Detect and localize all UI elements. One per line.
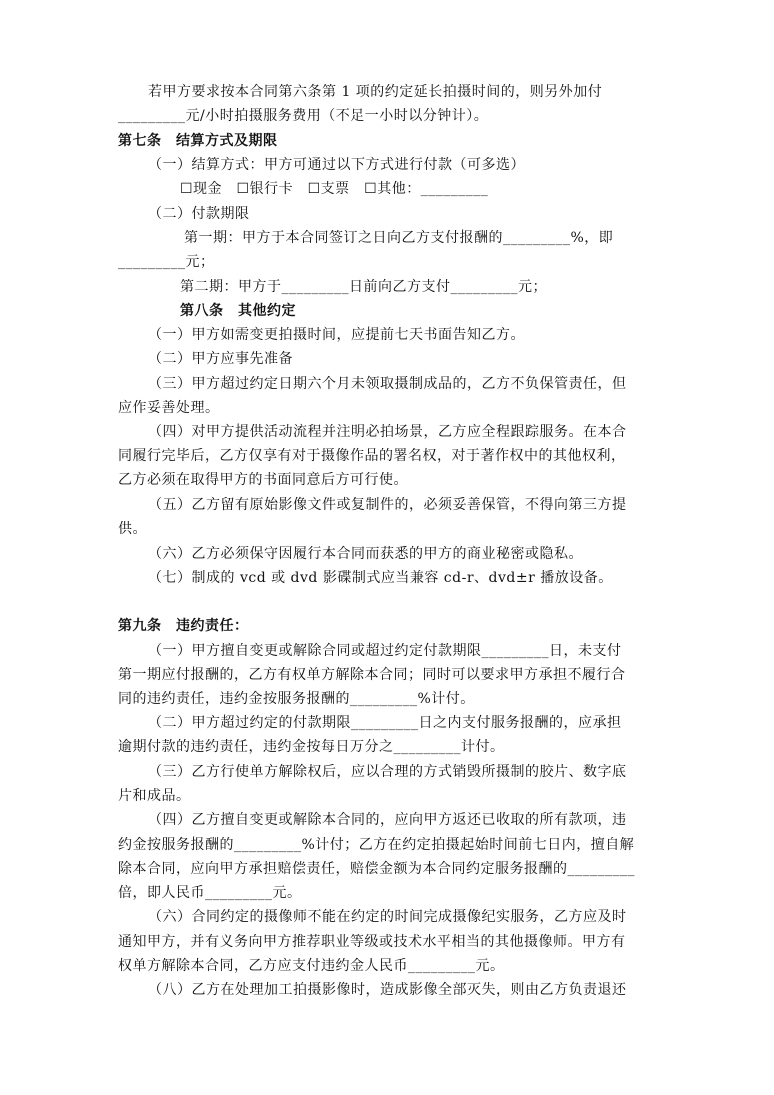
text-line: 权单方解除本合同，乙方应支付违约金人民币_________元。: [118, 958, 505, 974]
text-line: _________元/小时拍摄服务费用（不足一小时以分钟计）。: [118, 108, 489, 124]
text-line: 应作妥善处理。: [118, 400, 220, 416]
text-line: 约金按服务报酬的_________%计付；乙方在约定拍摄起始时间前七日内，擅自解: [118, 837, 635, 853]
text-line: 若甲方要求按本合同第六条第 1 项的约定延长拍摄时间的，则另外加付: [148, 84, 603, 100]
text-line: _________元；: [118, 254, 215, 270]
text-line: （二）甲方应事先准备: [148, 351, 293, 367]
text-line: （六）合同约定的摄像师不能在约定的时间完成摄像纪实服务，乙方应及时: [148, 909, 627, 925]
text-line: 通知甲方，并有义务向甲方推荐职业等级或技术水平相当的其他摄像师。甲方有: [118, 934, 626, 950]
section-heading: 第九条 违约责任：: [118, 618, 249, 634]
text-line: 第一期应付报酬的，乙方有权单方解除本合同；同时可以要求甲方承担不履行合: [118, 667, 626, 683]
text-line: 除本合同，应向甲方承担赔偿责任，赔偿金额为本合同约定服务报酬的_________: [118, 861, 635, 877]
text-line: 第一期：甲方于本合同签订之日向乙方支付报酬的_________%，即: [184, 230, 614, 246]
text-line: （七）制成的 vcd 或 dvd 影碟制式应当兼容 cd-r、dvd±r 播放设备。: [148, 570, 613, 586]
text-line: 片和成品。: [118, 788, 191, 804]
text-line: （一）结算方式：甲方可通过以下方式进行付款（可多选）: [148, 157, 525, 173]
text-line: 同的违约责任，违约金按服务报酬的_________%计付。: [118, 691, 475, 707]
text-line: （一）甲方如需变更拍摄时间，应提前七天书面告知乙方。: [148, 327, 525, 343]
section-heading: 第八条 其他约定: [180, 303, 296, 319]
text-line: （八）乙方在处理加工拍摄影像时，造成影像全部灭失，则由乙方负责退还: [148, 982, 627, 998]
text-line: （五）乙方留有原始影像文件或复制件的，必须妥善保管，不得向第三方提: [148, 497, 627, 513]
text-line: 供。: [118, 521, 147, 537]
text-line: （三）乙方行使单方解除权后，应以合理的方式销毁所摄制的胶片、数字底: [148, 764, 627, 780]
text-line: （一）甲方擅自变更或解除合同或超过约定付款期限_________日，未支付: [148, 643, 622, 659]
text-line: 逾期付款的违约责任，违约金按每日万分之_________计付。: [118, 739, 505, 755]
text-line: 同履行完毕后，乙方仅享有对于摄像作品的署名权，对于著作权中的其他权利，: [118, 448, 626, 464]
text-line: （四）对甲方提供活动流程并注明必拍场景，乙方应全程跟踪服务。在本合: [148, 424, 627, 440]
text-line: （二）甲方超过约定的付款期限_________日之内支付服务报酬的，应承担: [148, 715, 622, 731]
text-line: 第二期：甲方于_________日前向乙方支付_________元；: [180, 279, 547, 295]
text-line: 乙方必须在取得甲方的书面同意后方可行使。: [118, 472, 408, 488]
text-line: （六）乙方必须保守因履行本合同而获悉的甲方的商业秘密或隐私。: [148, 546, 583, 562]
text-line: （三）甲方超过约定日期六个月未领取摄制成品的，乙方不负保管责任，但: [148, 376, 627, 392]
text-line: （二）付款期限: [148, 206, 250, 222]
text-line: ☐现金 ☐银行卡 ☐支票 ☐其他：_________: [180, 181, 489, 197]
section-heading: 第七条 结算方式及期限: [118, 133, 278, 149]
text-line: （四）乙方擅自变更或解除本合同的，应向甲方返还已收取的所有款项，违: [148, 812, 627, 828]
text-line: 倍，即人民币_________元。: [118, 885, 302, 901]
